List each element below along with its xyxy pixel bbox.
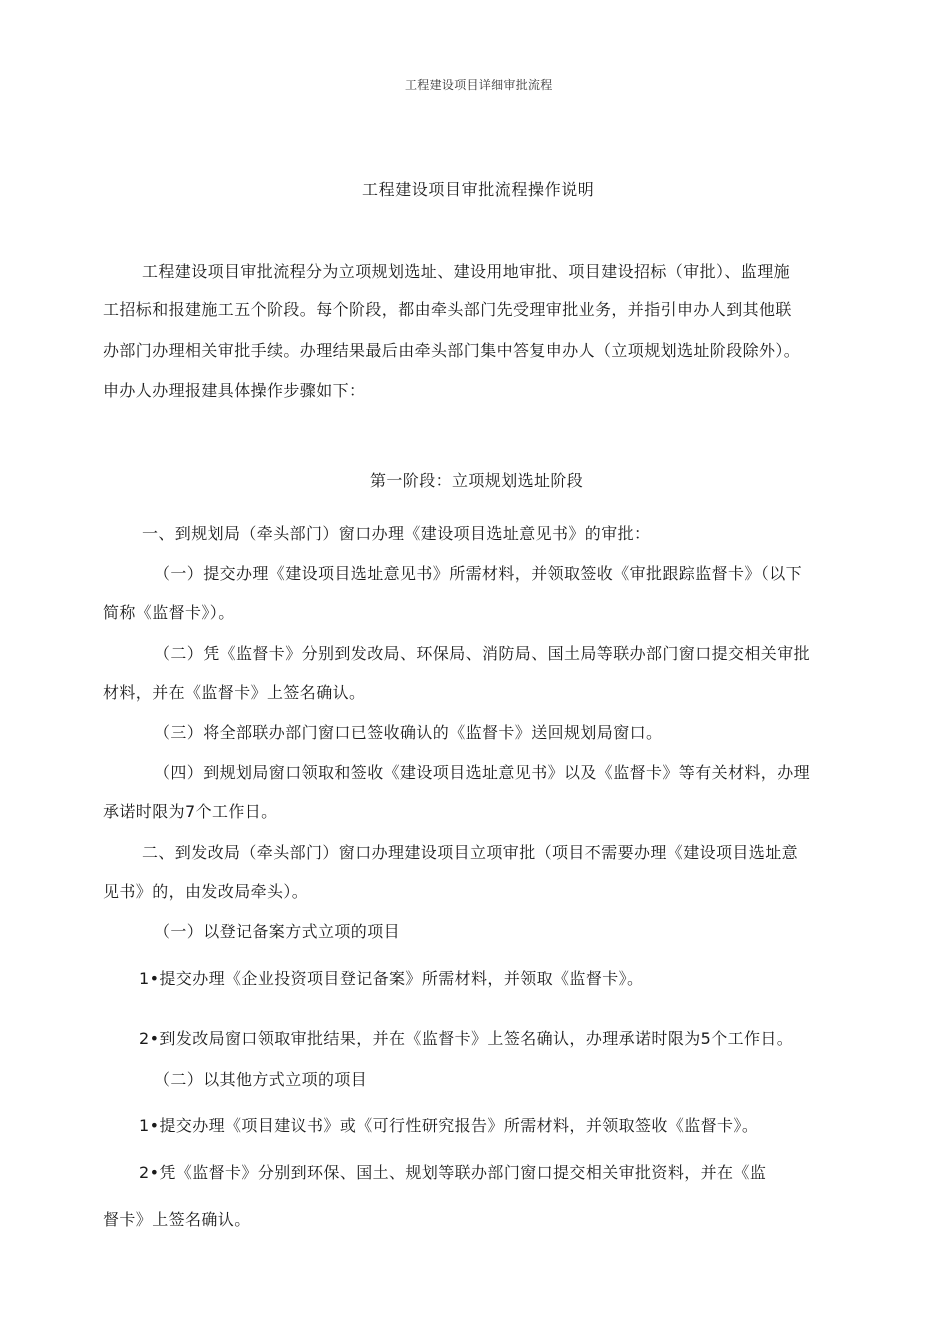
item2-sub2-step2-line-2: 督卡》上签名确认。 xyxy=(103,1210,251,1229)
item2-sub2-step2-line-1: 2•凭《监督卡》分别到环保、国土、规划等联办部门窗口提交相关审批资料，并在《监 xyxy=(139,1163,767,1182)
document-title: 工程建设项目审批流程操作说明 xyxy=(362,180,595,199)
item2-sub2-step1: 1•提交办理《项目建议书》或《可行性研究报告》所需材料，并领取签收《监督卡》。 xyxy=(139,1116,759,1135)
item1-sub4-line-2: 承诺时限为7个工作日。 xyxy=(103,802,278,821)
intro-line-3: 办部门办理相关审批手续。办理结果最后由牵头部门集中答复申办人（立项规划选址阶段除外）。 xyxy=(103,341,801,360)
item1-sub2-line-1: （二）凭《监督卡》分别到发改局、环保局、消防局、国土局等联办部门窗口提交相关审批 xyxy=(154,644,811,663)
item1-heading: 一、到规划局（牵头部门）窗口办理《建设项目选址意见书》的审批： xyxy=(142,524,651,543)
item1-sub2-line-2: 材料，并在《监督卡》上签名确认。 xyxy=(103,683,366,702)
intro-line-1: 工程建设项目审批流程分为立项规划选址、建设用地审批、项目建设招标（审批）、监理施 xyxy=(142,262,791,281)
item2-heading-line-1: 二、到发改局（牵头部门）窗口办理建设项目立项审批（项目不需要办理《建设项目选址意 xyxy=(142,843,799,862)
item2-sub1-heading: （一）以登记备案方式立项的项目 xyxy=(154,922,401,941)
item1-sub1-line-1: （一）提交办理《建设项目选址意见书》所需材料，并领取签收《审批跟踪监督卡》（以下 xyxy=(154,564,803,583)
item2-sub2-heading: （二）以其他方式立项的项目 xyxy=(154,1070,368,1089)
item1-sub4-line-1: （四）到规划局窗口领取和签收《建设项目选址意见书》以及《监督卡》等有关材料，办理 xyxy=(154,763,811,782)
page-header: 工程建设项目详细审批流程 xyxy=(405,78,553,92)
item2-sub1-step2: 2•到发改局窗口领取审批结果，并在《监督卡》上签名确认，办理承诺时限为5个工作日。 xyxy=(139,1029,794,1048)
item2-heading-line-2: 见书》的，由发改局牵头）。 xyxy=(103,882,309,901)
item1-sub1-line-2: 简称《监督卡》）。 xyxy=(103,603,235,622)
intro-line-2: 工招标和报建施工五个阶段。每个阶段，都由牵头部门先受理审批业务，并指引申办人到其他联 xyxy=(103,300,792,319)
intro-line-4: 申办人办理报建具体操作步骤如下： xyxy=(103,381,366,400)
stage1-heading: 第一阶段：立项规划选址阶段 xyxy=(370,471,584,490)
item1-sub3: （三）将全部联办部门窗口已签收确认的《监督卡》送回规划局窗口。 xyxy=(154,723,663,742)
item2-sub1-step1: 1•提交办理《企业投资项目登记备案》所需材料，并领取《监督卡》。 xyxy=(139,969,644,988)
